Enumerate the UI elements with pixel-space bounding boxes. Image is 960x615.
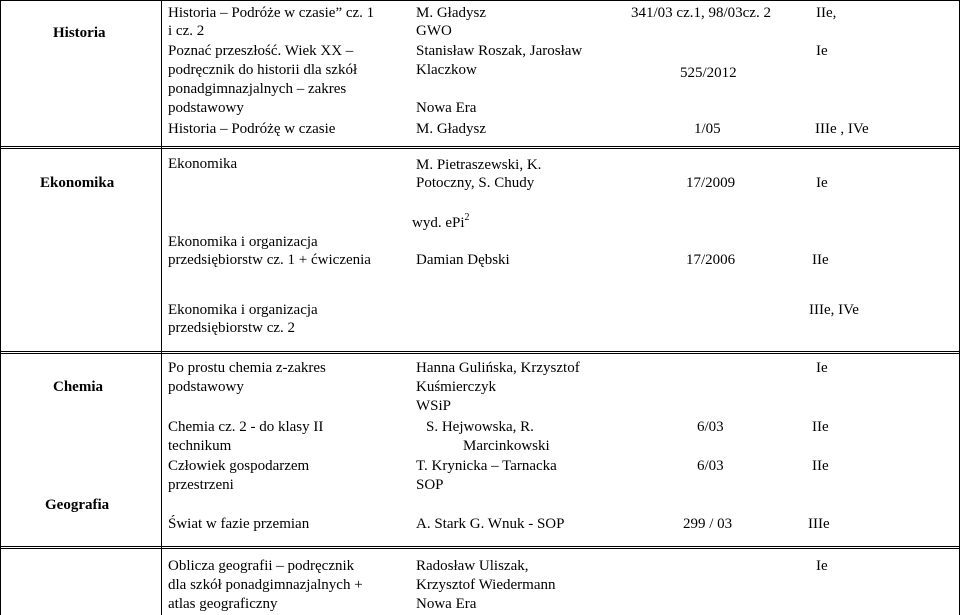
author-line: M. Gładysz xyxy=(416,121,486,137)
approval-number: 17/2009 xyxy=(686,175,736,191)
publisher: Nowa Era xyxy=(416,596,477,612)
book-title-line: podstawowy xyxy=(168,100,244,116)
class-list: Ie xyxy=(816,360,828,376)
author-line: M. Pietraszewski, K. xyxy=(416,157,542,173)
author-line: S. Hejwowska, R. xyxy=(426,419,534,435)
class-list: IIe xyxy=(812,419,829,435)
author-line: Potoczny, S. Chudy xyxy=(416,175,535,191)
row-divider xyxy=(0,546,960,547)
class-list: Ie xyxy=(816,175,828,191)
approval-number: 17/2006 xyxy=(686,252,736,268)
row-divider xyxy=(0,353,960,354)
subject-geografia: Geografia xyxy=(45,497,110,513)
table-border-left xyxy=(0,0,1,615)
row-divider xyxy=(0,148,960,149)
publisher: wyd. ePi$^2$ xyxy=(412,212,470,231)
column-divider xyxy=(161,0,162,615)
book-title-line: Ekonomika xyxy=(168,156,238,172)
author-line: Stanisław Roszak, Jarosław xyxy=(416,43,583,59)
approval-number: 525/2012 xyxy=(680,65,737,81)
row-divider xyxy=(0,548,960,549)
subject-historia: Historia xyxy=(53,25,106,41)
book-title-line: podręcznik do historii dla szkół xyxy=(168,62,358,78)
author-line: Hanna Gulińska, Krzysztof xyxy=(416,360,580,376)
book-title-line: Po prostu chemia z-zakres xyxy=(168,360,326,376)
author-line: Kuśmierczyk xyxy=(416,379,496,395)
publisher: SOP xyxy=(416,477,444,493)
approval-number: 1/05 xyxy=(694,121,721,137)
approval-number: 341/03 cz.1, 98/03cz. 2 xyxy=(631,5,771,21)
author-line: Damian Dębski xyxy=(416,252,510,268)
book-title-line: dla szkół ponadgimnazjalnych + xyxy=(168,577,363,593)
row-divider xyxy=(0,146,960,147)
book-title-line: Świat w fazie przemian xyxy=(168,516,310,532)
author-line: GWO xyxy=(416,23,452,39)
book-title-line: Człowiek gospodarzem xyxy=(168,458,310,474)
book-title-line: Chemia cz. 2 - do klasy II xyxy=(168,419,324,435)
book-title-line: technikum xyxy=(168,438,232,454)
publisher: Nowa Era xyxy=(416,100,477,116)
class-list: IIe xyxy=(812,458,829,474)
book-title-line: Ekonomika i organizacja xyxy=(168,302,318,318)
class-list: IIIe xyxy=(808,516,830,532)
class-list: Ie xyxy=(816,558,828,574)
author-line: Marcinkowski xyxy=(463,438,550,454)
book-title-line: i cz. 2 xyxy=(168,23,205,39)
book-title-line: przestrzeni xyxy=(168,477,234,493)
book-title-line: przedsiębiorstw cz. 2 xyxy=(168,320,296,336)
author-line: A. Stark G. Wnuk - SOP xyxy=(416,516,565,532)
book-title-line: atlas geograficzny xyxy=(168,596,278,612)
approval-number: 6/03 xyxy=(697,419,724,435)
author-line: T. Krynicka – Tarnacka xyxy=(416,458,557,474)
table-border-top xyxy=(0,0,960,1)
class-list: IIIe, IVe xyxy=(809,302,859,318)
book-title-line: Historia – Podróże w czasie” cz. 1 xyxy=(168,5,375,21)
book-title-line: podstawowy xyxy=(168,379,244,395)
subject-chemia: Chemia xyxy=(53,379,103,395)
book-title-line: ponadgimnazjalnych – zakres xyxy=(168,81,347,97)
book-title-line: Historia – Podróżę w czasie xyxy=(168,121,336,137)
class-list: IIe xyxy=(812,252,829,268)
class-list: IIIe , IVe xyxy=(815,121,869,137)
row-divider xyxy=(0,351,960,352)
author-line: Klaczkow xyxy=(416,62,477,78)
publisher: WSiP xyxy=(416,398,452,414)
class-list: IIe, xyxy=(816,5,837,21)
author-line: Krzysztof Wiedermann xyxy=(416,577,556,593)
approval-number: 6/03 xyxy=(697,458,724,474)
book-title-line: przedsiębiorstw cz. 1 + ćwiczenia xyxy=(168,252,371,268)
book-title-line: Ekonomika i organizacja xyxy=(168,234,318,250)
approval-number: 299 / 03 xyxy=(683,516,733,532)
subject-ekonomika: Ekonomika xyxy=(40,175,115,191)
author-line: Radosław Uliszak, xyxy=(416,558,529,574)
class-list: Ie xyxy=(816,43,828,59)
book-title-line: Poznać przeszłość. Wiek XX – xyxy=(168,43,354,59)
author-line: M. Gładysz xyxy=(416,5,486,21)
book-title-line: Oblicza geografii – podręcznik xyxy=(168,558,355,574)
